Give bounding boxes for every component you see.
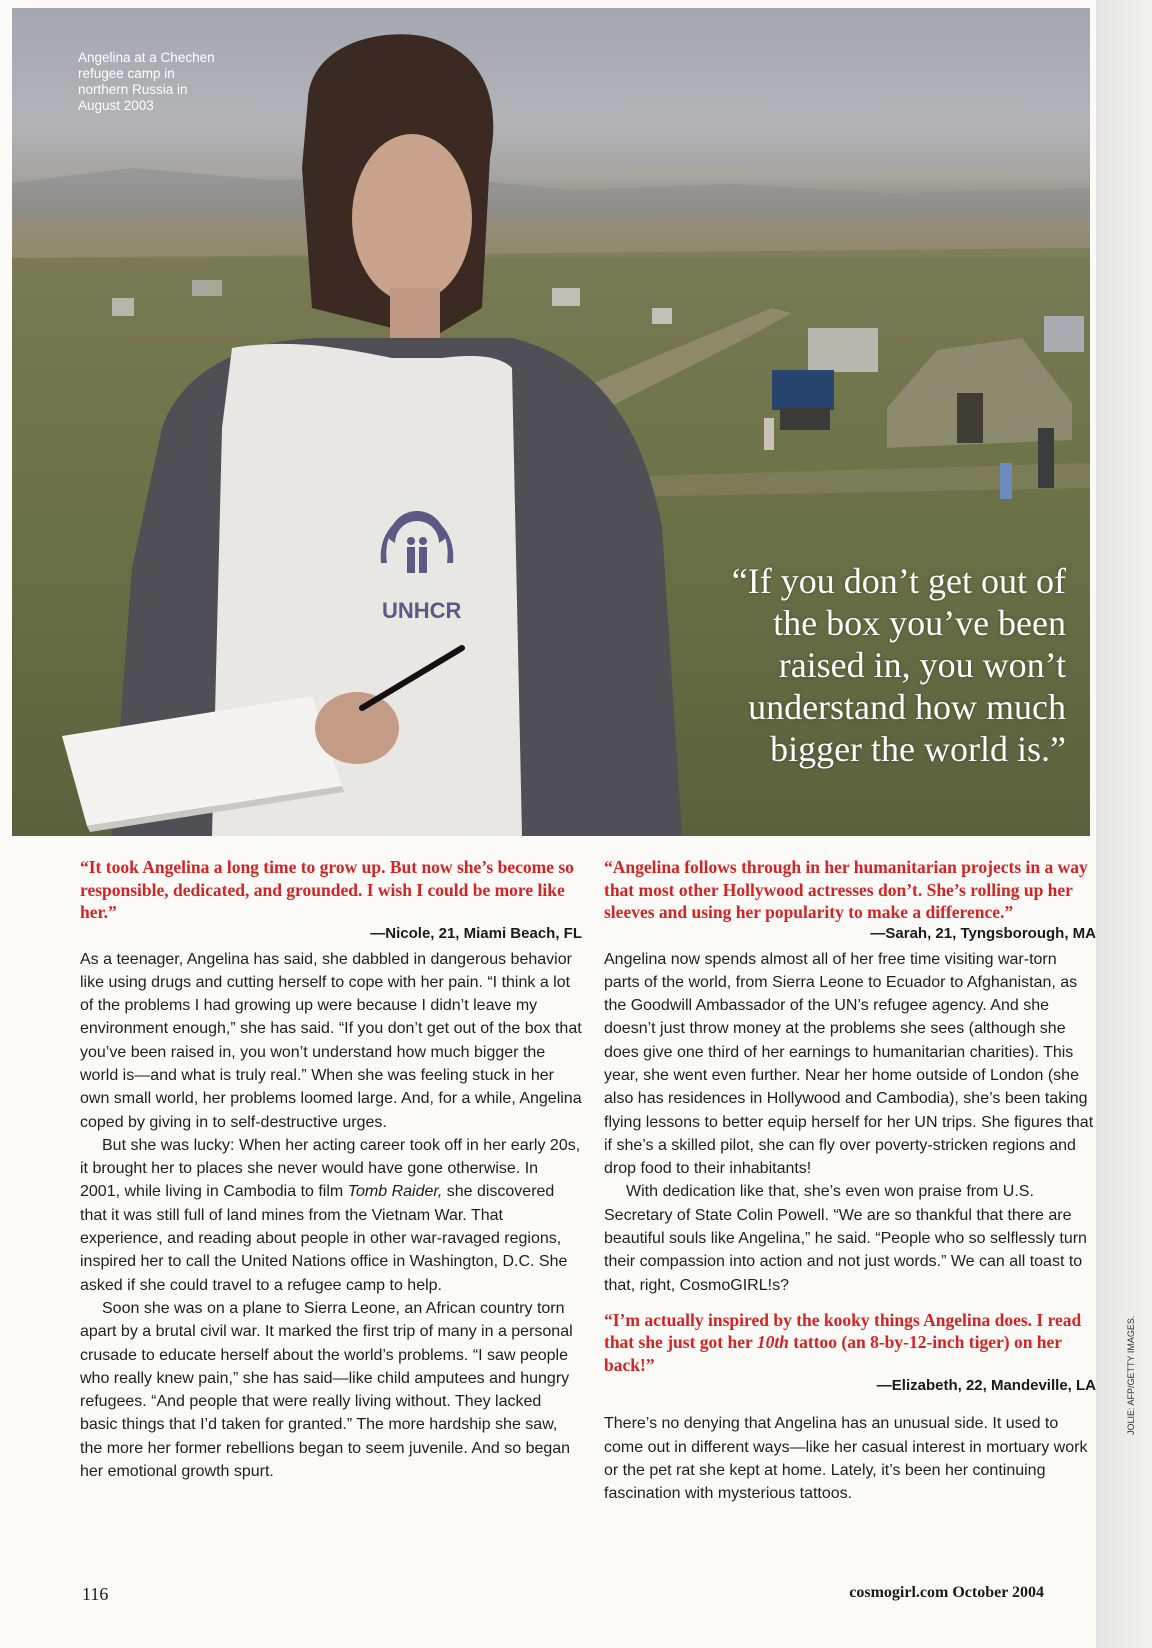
text-run: But she was lucky: When her acting career took off in her early 20s, it brought her to places she never would have gone otherwise. In 2001, while living in Cambodia to film xyxy=(80,1136,581,1201)
pull-quote-nicole: “It took Angelina a long time to grow up. But now she’s become so responsible, dedicated, and grounded. I wish I could be more like her.” xyxy=(80,857,574,922)
body-paragraph: With dedication like that, she’s even won praise from U.S. Secretary of State Colin Powell. “We are so thankful that there are beautiful souls like Angelina,” he said. “People who so selflessly turn their compassion into action and not just words.” We can all toast to that, right, CosmoGIRL!s? xyxy=(604,1183,1087,1294)
photo-pull-quote: “If you don’t get out of the box you’ve been raised in, you won’t understand how much bigger the world is.” xyxy=(731,561,1066,769)
attribution-nicole: —Nicole, 21, Miami Beach, FL xyxy=(370,924,582,942)
site-and-issue: cosmogirl.com October 2004 xyxy=(849,1584,1044,1601)
text-run: tattoo (an 8-by-12-inch tiger) on her back!” xyxy=(604,1332,1062,1375)
attribution-sarah: —Sarah, 21, Tyngsborough, MA xyxy=(870,924,1096,942)
left-column xyxy=(80,856,582,1483)
feature-photo xyxy=(12,8,1090,836)
emphasis: 10th xyxy=(756,1332,789,1353)
text-run: “I’m actually inspired by the kooky things Angelina does. I read that she just got her xyxy=(604,1309,1082,1353)
body-paragraph xyxy=(80,1134,582,1297)
right-column xyxy=(604,856,1096,1506)
text-run: she discovered that it was still full of land mines from the Vietnam War. That experience, and reading about people in other war-ravaged regions, inspired her to call the United Nations office in Washington, D.C. She asked if she could travel to a refugee camp to help. xyxy=(80,1183,568,1294)
body-paragraph: There’s no denying that Angelina has an unusual side. It used to come out in different ways—like her casual interest in mortuary work or the pet rat she kept at home. Lately, it’s been her continuing fascination with mysterious tattoos. xyxy=(604,1415,1088,1503)
film-title: Tomb Raider, xyxy=(347,1183,443,1201)
page-edge xyxy=(1096,0,1152,1648)
body-paragraph: Soon she was on a plane to Sierra Leone, an African country torn apart by a brutal civil war. It marked the first trip of many in a personal crusade to educate herself about the world’s problems. “I saw people who really knew pain,” she has said—like child amputees and hungry refugees. “And people that were really living without. They lacked basic things that I’d taken for granted.” The more hardship she saw, the more her former rebellions began to seem juvenile. And so began her emotional growth spurt. xyxy=(80,1299,573,1481)
photo-caption: Angelina at a Chechen refugee camp in northern Russia in August 2003 xyxy=(78,50,215,113)
pull-quote-elizabeth xyxy=(604,1309,1096,1377)
shirt-logo-text: UNHCR xyxy=(382,598,462,623)
body-paragraph: Angelina now spends almost all of her free time visiting war-torn parts of the world, from Sierra Leone to Ecuador to Afghanistan, as the Goodwill Ambassador of the UN’s refugee agency. And she doesn’t just throw money at the problems she sees (although she does give one third of her earnings to humanitarian charities). This year, she went even further. Near her home outside of London (she also has residences in Hollywood and Cambodia), she’s been taking flying lessons to better equip herself for her UN trips. She figures that if she’s a skilled pilot, she can fly over poverty-stricken regions and drop food to their inhabitants! xyxy=(604,950,1094,1178)
spacer xyxy=(604,1400,1096,1412)
spacer xyxy=(604,1297,1096,1309)
body-paragraph: As a teenager, Angelina has said, she dabbled in dangerous behavior like using drugs and cutting herself to cope with her pain. “I think a lot of the problems I had growing up were because I didn’t leave my environment enough,” she has said. “If you don’t get out of the box that you’ve been raised in, you won’t understand how much bigger the world is—and what is truly real.” When she was feeling stuck in her own small world, her problems loomed large. And, for a while, Angelina coped by giving in to self-destructive urges. xyxy=(80,950,582,1131)
page-number: 116 xyxy=(82,1584,109,1604)
pull-quote-sarah: “Angelina follows through in her humanitarian projects in a way that most other Hollywood actresses don’t. She’s rolling up her sleeves and using her popularity to make a difference.” xyxy=(604,857,1088,922)
photo-credit: JOLIE: AFP/GETTY IMAGES. xyxy=(1126,1315,1136,1435)
attribution-elizabeth: —Elizabeth, 22, Mandeville, LA xyxy=(876,1377,1096,1395)
